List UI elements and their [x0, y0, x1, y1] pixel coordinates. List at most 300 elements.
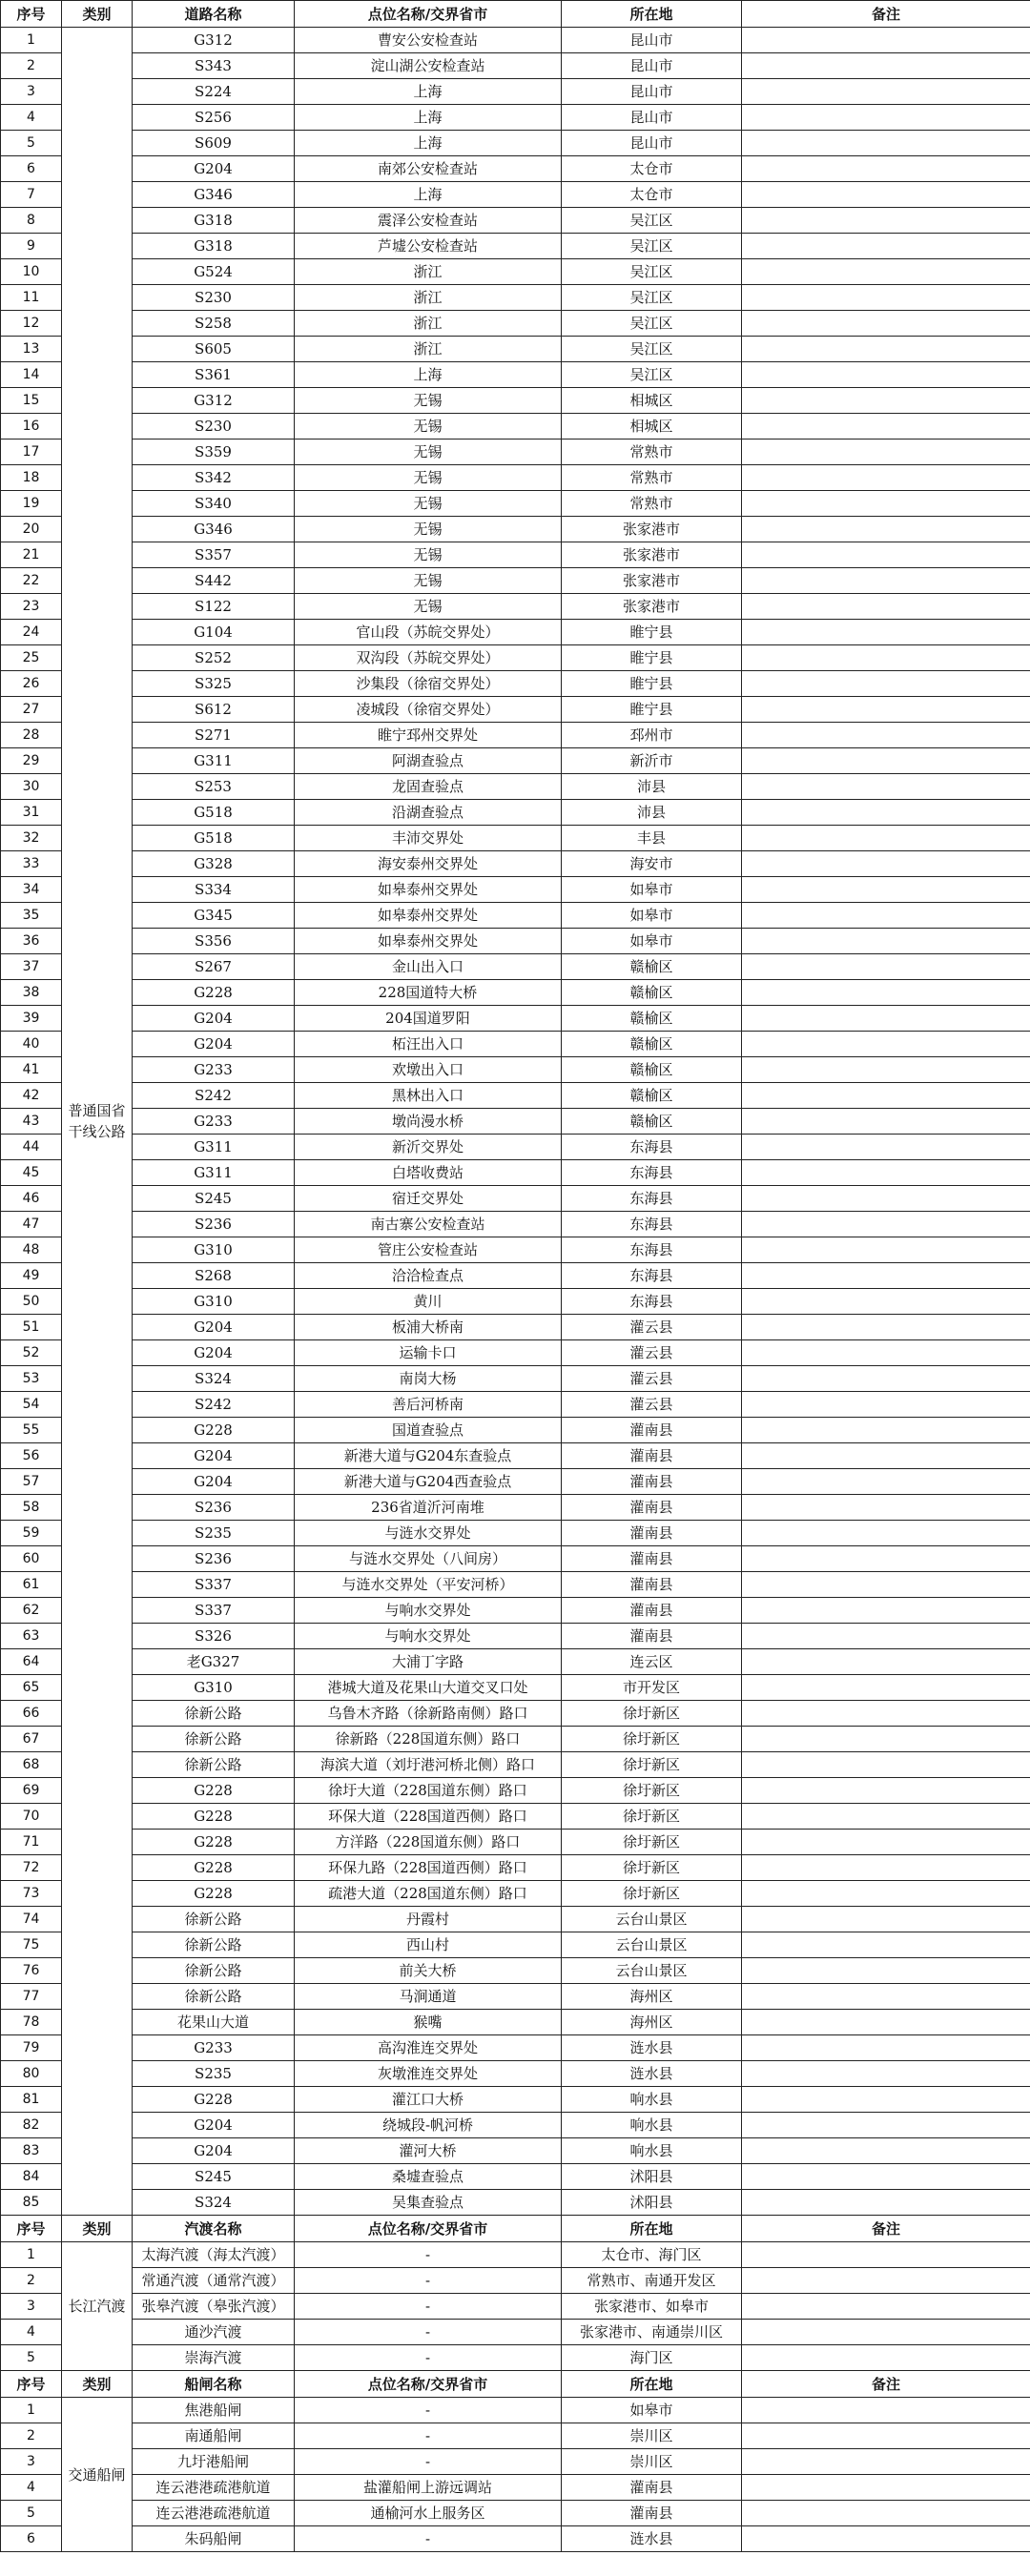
row-name: S122 — [133, 594, 295, 620]
header-row — [1, 1, 1030, 28]
row-location-point: 沙集段（徐宿交界处） — [295, 671, 562, 697]
row-district: 徐圩新区 — [562, 1727, 742, 1752]
row-index: 60 — [1, 1546, 62, 1572]
row-name: G228 — [133, 1804, 295, 1830]
table-row — [1, 1598, 1030, 1624]
row-remark — [742, 671, 1030, 697]
row-location-point: 双沟段（苏皖交界处） — [295, 645, 562, 671]
row-district: 吴江区 — [562, 285, 742, 311]
row-district: 太仓市 — [562, 182, 742, 208]
row-remark — [742, 1778, 1030, 1804]
row-district: 东海县 — [562, 1186, 742, 1212]
row-index: 18 — [1, 465, 62, 491]
row-remark — [742, 1032, 1030, 1057]
row-location-point: 236省道沂河南堆 — [295, 1495, 562, 1521]
row-location-point: 善后河桥南 — [295, 1392, 562, 1418]
row-district: 灌云县 — [562, 1340, 742, 1366]
row-location-point: - — [295, 2242, 562, 2268]
row-remark — [742, 877, 1030, 903]
table-row — [1, 1032, 1030, 1057]
row-name: S235 — [133, 2061, 295, 2087]
row-location-point: 如皋泰州交界处 — [295, 877, 562, 903]
row-district: 赣榆区 — [562, 1109, 742, 1135]
row-index: 6 — [1, 156, 62, 182]
row-district: 响水县 — [562, 2087, 742, 2113]
row-index: 2 — [1, 2268, 62, 2294]
row-index: 78 — [1, 2010, 62, 2035]
row-remark — [742, 1546, 1030, 1572]
row-name: S252 — [133, 645, 295, 671]
row-remark — [742, 1907, 1030, 1932]
table-row — [1, 980, 1030, 1006]
row-index: 1 — [1, 2398, 62, 2423]
row-index: 75 — [1, 1932, 62, 1958]
row-district: 徐圩新区 — [562, 1701, 742, 1727]
row-remark — [742, 2242, 1030, 2268]
row-district: 昆山市 — [562, 79, 742, 105]
row-district: 昆山市 — [562, 28, 742, 53]
row-name: G228 — [133, 1418, 295, 1443]
row-name: S245 — [133, 2164, 295, 2190]
row-district: 太仓市 — [562, 156, 742, 182]
row-remark — [742, 156, 1030, 182]
table-row — [1, 1237, 1030, 1263]
row-remark — [742, 1727, 1030, 1752]
table-row — [1, 491, 1030, 517]
table-row — [1, 1469, 1030, 1495]
header-index: 序号 — [1, 2371, 62, 2398]
row-location-point: - — [295, 2449, 562, 2475]
row-remark — [742, 748, 1030, 774]
table-row — [1, 2035, 1030, 2061]
row-district: 赣榆区 — [562, 1006, 742, 1032]
row-remark — [742, 1340, 1030, 1366]
row-district: 吴江区 — [562, 208, 742, 234]
row-district: 沛县 — [562, 800, 742, 826]
row-name: S337 — [133, 1572, 295, 1598]
row-index: 73 — [1, 1881, 62, 1907]
row-name: S343 — [133, 53, 295, 79]
table-row — [1, 620, 1030, 645]
header-remark: 备注 — [742, 2371, 1030, 2398]
row-name: S236 — [133, 1546, 295, 1572]
row-location-point: - — [295, 2320, 562, 2345]
table-row — [1, 2423, 1030, 2449]
row-remark — [742, 2190, 1030, 2216]
row-name: 朱码船闸 — [133, 2526, 295, 2552]
row-index: 67 — [1, 1727, 62, 1752]
row-name: G233 — [133, 2035, 295, 2061]
row-remark — [742, 1958, 1030, 1984]
table-row — [1, 131, 1030, 156]
row-name: S361 — [133, 362, 295, 388]
row-index: 1 — [1, 2242, 62, 2268]
row-remark — [742, 2268, 1030, 2294]
row-name: 焦港船闸 — [133, 2398, 295, 2423]
table-row — [1, 517, 1030, 542]
row-remark — [742, 1186, 1030, 1212]
row-index: 34 — [1, 877, 62, 903]
row-remark — [742, 1804, 1030, 1830]
row-remark — [742, 362, 1030, 388]
row-remark — [742, 1932, 1030, 1958]
row-remark — [742, 208, 1030, 234]
row-district: 赣榆区 — [562, 1032, 742, 1057]
row-name: G318 — [133, 208, 295, 234]
row-index: 58 — [1, 1495, 62, 1521]
row-location-point: 洽洽检查点 — [295, 1263, 562, 1289]
table-row — [1, 1186, 1030, 1212]
row-name: G311 — [133, 1160, 295, 1186]
row-name: 通沙汽渡 — [133, 2320, 295, 2345]
table-row — [1, 1289, 1030, 1315]
row-remark — [742, 2475, 1030, 2501]
row-location-point: 无锡 — [295, 414, 562, 440]
table-row — [1, 465, 1030, 491]
table-row — [1, 1443, 1030, 1469]
row-location-point: 方洋路（228国道东侧）路口 — [295, 1830, 562, 1855]
row-remark — [742, 1083, 1030, 1109]
row-index: 47 — [1, 1212, 62, 1237]
row-index: 3 — [1, 2294, 62, 2320]
row-remark — [742, 1649, 1030, 1675]
row-name: S242 — [133, 1392, 295, 1418]
row-district: 赣榆区 — [562, 980, 742, 1006]
row-remark — [742, 1855, 1030, 1881]
row-location-point: 疏港大道（228国道东侧）路口 — [295, 1881, 562, 1907]
row-index: 61 — [1, 1572, 62, 1598]
row-index: 77 — [1, 1984, 62, 2010]
row-location-point: 浙江 — [295, 337, 562, 362]
row-name: 常通汽渡（通常汽渡） — [133, 2268, 295, 2294]
table-row — [1, 877, 1030, 903]
row-location-point: 海安泰州交界处 — [295, 851, 562, 877]
row-remark — [742, 1212, 1030, 1237]
row-district: 东海县 — [562, 1160, 742, 1186]
row-remark — [742, 1006, 1030, 1032]
row-remark — [742, 491, 1030, 517]
row-index: 83 — [1, 2138, 62, 2164]
row-index: 9 — [1, 234, 62, 259]
table-row — [1, 2268, 1030, 2294]
table-row — [1, 53, 1030, 79]
row-district: 灌南县 — [562, 1495, 742, 1521]
row-index: 22 — [1, 568, 62, 594]
row-remark — [742, 2294, 1030, 2320]
row-location-point: 管庄公安检查站 — [295, 1237, 562, 1263]
table-row — [1, 2449, 1030, 2475]
row-index: 70 — [1, 1804, 62, 1830]
table-row — [1, 1984, 1030, 2010]
table-row — [1, 440, 1030, 465]
row-district: 睢宁县 — [562, 645, 742, 671]
row-district: 沭阳县 — [562, 2190, 742, 2216]
row-name: 老G327 — [133, 1649, 295, 1675]
row-location-point: 浙江 — [295, 259, 562, 285]
row-location-point: 墩尚漫水桥 — [295, 1109, 562, 1135]
row-name: G518 — [133, 826, 295, 851]
row-remark — [742, 800, 1030, 826]
row-index: 7 — [1, 182, 62, 208]
row-district: 常熟市 — [562, 491, 742, 517]
row-remark — [742, 1495, 1030, 1521]
row-name: S337 — [133, 1598, 295, 1624]
row-district: 涟水县 — [562, 2061, 742, 2087]
header-remark: 备注 — [742, 1, 1030, 28]
row-index: 41 — [1, 1057, 62, 1083]
header-location-point: 点位名称/交界省市 — [295, 1, 562, 28]
row-district: 东海县 — [562, 1135, 742, 1160]
row-district: 响水县 — [562, 2138, 742, 2164]
row-location-point: 前关大桥 — [295, 1958, 562, 1984]
row-location-point: 上海 — [295, 182, 562, 208]
row-location-point: 南郊公安检查站 — [295, 156, 562, 182]
row-district: 海门区 — [562, 2345, 742, 2371]
row-location-point: - — [295, 2268, 562, 2294]
row-name: S442 — [133, 568, 295, 594]
row-remark — [742, 1109, 1030, 1135]
row-district: 东海县 — [562, 1212, 742, 1237]
table-row — [1, 671, 1030, 697]
row-index: 65 — [1, 1675, 62, 1701]
row-location-point: 上海 — [295, 105, 562, 131]
row-remark — [742, 542, 1030, 568]
table-row — [1, 1958, 1030, 1984]
row-remark — [742, 1701, 1030, 1727]
row-name: G233 — [133, 1109, 295, 1135]
table-row — [1, 1418, 1030, 1443]
row-name: G204 — [133, 1315, 295, 1340]
row-name: G312 — [133, 388, 295, 414]
table-row — [1, 542, 1030, 568]
row-name: 徐新公路 — [133, 1958, 295, 1984]
table-row — [1, 1109, 1030, 1135]
row-location-point: 无锡 — [295, 440, 562, 465]
row-location-point: 如皋泰州交界处 — [295, 929, 562, 954]
row-index: 62 — [1, 1598, 62, 1624]
row-district: 如皋市 — [562, 929, 742, 954]
row-district: 如皋市 — [562, 903, 742, 929]
row-name: 九圩港船闸 — [133, 2449, 295, 2475]
row-district: 常熟市 — [562, 465, 742, 491]
category-cell: 普通国省干线公路 — [62, 28, 133, 2216]
table-row — [1, 1392, 1030, 1418]
table-row — [1, 208, 1030, 234]
table-row — [1, 1701, 1030, 1727]
row-location-point: 大浦丁字路 — [295, 1649, 562, 1675]
header-category: 类别 — [62, 2216, 133, 2242]
row-location-point: 猴嘴 — [295, 2010, 562, 2035]
row-remark — [742, 1160, 1030, 1186]
row-remark — [742, 28, 1030, 53]
row-name: S334 — [133, 877, 295, 903]
row-name: S235 — [133, 1521, 295, 1546]
row-name: G104 — [133, 620, 295, 645]
row-name: G312 — [133, 28, 295, 53]
table-row — [1, 1546, 1030, 1572]
row-name: 徐新公路 — [133, 1752, 295, 1778]
row-index: 52 — [1, 1340, 62, 1366]
row-name: S256 — [133, 105, 295, 131]
row-location-point: 无锡 — [295, 517, 562, 542]
row-index: 69 — [1, 1778, 62, 1804]
row-name: S236 — [133, 1495, 295, 1521]
table-row — [1, 1649, 1030, 1675]
table-row — [1, 362, 1030, 388]
table-row — [1, 2475, 1030, 2501]
table-row — [1, 723, 1030, 748]
row-district: 赣榆区 — [562, 954, 742, 980]
row-index: 13 — [1, 337, 62, 362]
row-index: 72 — [1, 1855, 62, 1881]
row-district: 沭阳县 — [562, 2164, 742, 2190]
row-name: S359 — [133, 440, 295, 465]
row-name: G328 — [133, 851, 295, 877]
row-index: 55 — [1, 1418, 62, 1443]
header-category: 类别 — [62, 2371, 133, 2398]
table-row — [1, 826, 1030, 851]
row-index: 2 — [1, 2423, 62, 2449]
table-row — [1, 1572, 1030, 1598]
row-remark — [742, 337, 1030, 362]
row-name: 太海汽渡（海太汽渡） — [133, 2242, 295, 2268]
table-row — [1, 182, 1030, 208]
row-index: 24 — [1, 620, 62, 645]
row-remark — [742, 2113, 1030, 2138]
row-location-point: - — [295, 2345, 562, 2371]
row-remark — [742, 1057, 1030, 1083]
row-district: 灌云县 — [562, 1315, 742, 1340]
row-location-point: 黑林出入口 — [295, 1083, 562, 1109]
row-index: 17 — [1, 440, 62, 465]
table-row — [1, 2242, 1030, 2268]
row-name: S230 — [133, 285, 295, 311]
row-remark — [742, 1830, 1030, 1855]
row-name: G233 — [133, 1057, 295, 1083]
table-row — [1, 2164, 1030, 2190]
row-location-point: 环保大道（228国道西侧）路口 — [295, 1804, 562, 1830]
row-remark — [742, 311, 1030, 337]
row-district: 灌南县 — [562, 2501, 742, 2526]
row-index: 74 — [1, 1907, 62, 1932]
row-name: 徐新公路 — [133, 1984, 295, 2010]
table-row — [1, 1495, 1030, 1521]
row-district: 响水县 — [562, 2113, 742, 2138]
row-index: 1 — [1, 28, 62, 53]
row-name: G228 — [133, 2087, 295, 2113]
row-remark — [742, 723, 1030, 748]
table-row — [1, 1057, 1030, 1083]
row-name: S357 — [133, 542, 295, 568]
table-row — [1, 954, 1030, 980]
row-index: 3 — [1, 2449, 62, 2475]
row-name: G228 — [133, 1778, 295, 1804]
row-index: 66 — [1, 1701, 62, 1727]
row-name: S340 — [133, 491, 295, 517]
header-district: 所在地 — [562, 1, 742, 28]
row-location-point: 无锡 — [295, 542, 562, 568]
row-remark — [742, 1237, 1030, 1263]
row-index: 51 — [1, 1315, 62, 1340]
row-remark — [742, 2320, 1030, 2345]
table-row — [1, 774, 1030, 800]
table-row — [1, 414, 1030, 440]
row-location-point: - — [295, 2398, 562, 2423]
row-index: 10 — [1, 259, 62, 285]
table-row — [1, 2061, 1030, 2087]
table-row — [1, 1340, 1030, 1366]
row-index: 30 — [1, 774, 62, 800]
row-index: 48 — [1, 1237, 62, 1263]
table-row — [1, 2138, 1030, 2164]
row-remark — [742, 620, 1030, 645]
row-name: S230 — [133, 414, 295, 440]
row-remark — [742, 182, 1030, 208]
row-remark — [742, 1469, 1030, 1495]
table-row — [1, 1752, 1030, 1778]
row-remark — [742, 1263, 1030, 1289]
row-district: 睢宁县 — [562, 671, 742, 697]
row-location-point: 与涟水交界处 — [295, 1521, 562, 1546]
row-name: G524 — [133, 259, 295, 285]
row-location-point: 无锡 — [295, 388, 562, 414]
row-remark — [742, 440, 1030, 465]
table-row — [1, 1006, 1030, 1032]
table-row — [1, 2398, 1030, 2423]
header-name: 汽渡名称 — [133, 2216, 295, 2242]
row-district: 常熟市、南通开发区 — [562, 2268, 742, 2294]
row-location-point: 海滨大道（刘圩港河桥北侧）路口 — [295, 1752, 562, 1778]
row-district: 海州区 — [562, 1984, 742, 2010]
row-district: 吴江区 — [562, 362, 742, 388]
row-remark — [742, 1521, 1030, 1546]
table-row — [1, 1624, 1030, 1649]
table-row — [1, 28, 1030, 53]
row-location-point: 灰墩淮连交界处 — [295, 2061, 562, 2087]
row-location-point: 浙江 — [295, 285, 562, 311]
row-remark — [742, 1752, 1030, 1778]
row-district: 常熟市 — [562, 440, 742, 465]
table-row — [1, 1263, 1030, 1289]
row-name: 张皋汽渡（皋张汽渡） — [133, 2294, 295, 2320]
row-district: 徐圩新区 — [562, 1881, 742, 1907]
row-index: 5 — [1, 2501, 62, 2526]
row-location-point: - — [295, 2526, 562, 2552]
row-location-point: 板浦大桥南 — [295, 1315, 562, 1340]
row-remark — [742, 568, 1030, 594]
row-location-point: 南古寨公安检查站 — [295, 1212, 562, 1237]
row-location-point: 与涟水交界处（八间房） — [295, 1546, 562, 1572]
row-remark — [742, 79, 1030, 105]
table-row — [1, 697, 1030, 723]
row-remark — [742, 645, 1030, 671]
row-district: 邳州市 — [562, 723, 742, 748]
row-name: G310 — [133, 1675, 295, 1701]
row-index: 20 — [1, 517, 62, 542]
header-district: 所在地 — [562, 2371, 742, 2398]
row-district: 吴江区 — [562, 259, 742, 285]
table-row — [1, 851, 1030, 877]
table-row — [1, 1212, 1030, 1237]
row-index: 26 — [1, 671, 62, 697]
row-location-point: - — [295, 2294, 562, 2320]
row-remark — [742, 465, 1030, 491]
row-index: 19 — [1, 491, 62, 517]
row-name: 徐新公路 — [133, 1701, 295, 1727]
row-index: 63 — [1, 1624, 62, 1649]
row-district: 昆山市 — [562, 131, 742, 156]
row-remark — [742, 2087, 1030, 2113]
